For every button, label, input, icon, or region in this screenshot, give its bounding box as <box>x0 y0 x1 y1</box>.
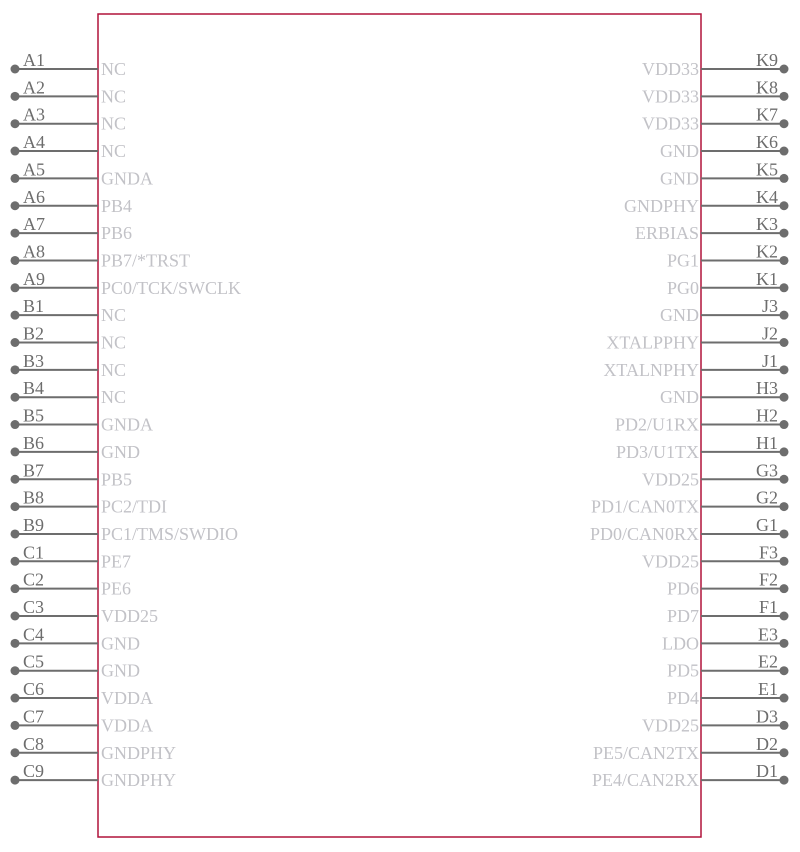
pin-terminal-dot <box>11 502 20 511</box>
pin-name: PE7 <box>101 551 132 572</box>
pin-terminal-dot <box>780 365 789 374</box>
pin-number: H2 <box>756 405 778 426</box>
pin-K6 <box>660 132 789 161</box>
pin-name: VDD25 <box>101 606 158 626</box>
pin-name: PC1/TMS/SWDIO <box>101 523 239 544</box>
pin-name: PB4 <box>101 195 133 216</box>
pin-K2 <box>667 241 789 270</box>
pin-number: K8 <box>756 77 778 98</box>
pin-number: B8 <box>23 487 45 508</box>
pin-name: PE4/CAN2RX <box>591 770 699 791</box>
pin-B1 <box>11 296 127 325</box>
pin-G1 <box>590 515 789 544</box>
pin-terminal-dot <box>11 393 20 402</box>
pin-C2 <box>11 570 132 599</box>
pin-terminal-dot <box>11 311 20 320</box>
pin-name: NC <box>101 59 127 79</box>
pin-name: PD7 <box>666 606 699 626</box>
pin-terminal-dot <box>11 420 20 429</box>
pin-name: NC <box>101 113 127 134</box>
pin-number: F1 <box>758 597 778 617</box>
ic-body-outline <box>98 14 701 837</box>
pin-terminal-dot <box>11 666 20 675</box>
pin-B5 <box>11 406 154 435</box>
pin-number: K2 <box>756 241 778 262</box>
pin-terminal-dot <box>11 776 20 785</box>
pin-name: GNDA <box>101 168 153 189</box>
pin-name: PD4 <box>666 688 699 709</box>
pin-name: LDO <box>662 633 699 654</box>
pin-terminal-dot <box>11 65 20 74</box>
pin-A7 <box>11 214 133 243</box>
pin-number: E2 <box>758 651 778 672</box>
pin-name: GNDPHY <box>101 770 177 791</box>
pin-number: A7 <box>23 214 45 235</box>
pin-terminal-dot <box>780 201 789 210</box>
pin-name: NC <box>101 387 127 408</box>
pin-name: NC <box>101 305 127 326</box>
pin-terminal-dot <box>780 557 789 566</box>
pin-name: NC <box>101 359 127 380</box>
pin-F1 <box>667 597 789 626</box>
pin-number: D2 <box>756 733 778 754</box>
pin-name: VDD33 <box>642 86 699 107</box>
pin-terminal-dot <box>11 201 20 210</box>
pin-name: PD6 <box>666 578 699 599</box>
pin-A5 <box>11 159 154 188</box>
pin-K3 <box>635 214 789 243</box>
pin-number: B4 <box>23 378 45 399</box>
pin-terminal-dot <box>11 119 20 128</box>
pin-number: A4 <box>23 132 45 153</box>
pin-C3 <box>11 597 159 626</box>
pin-number: C6 <box>23 679 45 700</box>
pin-F3 <box>642 542 789 571</box>
pin-name: NC <box>101 86 127 107</box>
pin-J2 <box>606 324 788 353</box>
pin-E2 <box>667 652 789 681</box>
pin-name: NC <box>101 332 127 353</box>
pin-terminal-dot <box>780 502 789 511</box>
pin-name: PD0/CAN0RX <box>589 523 699 544</box>
pin-name: VDD25 <box>642 715 699 736</box>
pin-number: C7 <box>23 706 45 727</box>
pin-E1 <box>667 679 789 708</box>
pin-D3 <box>642 706 789 735</box>
pin-number: D1 <box>756 761 778 782</box>
pin-name: PD1/CAN0TX <box>590 496 699 517</box>
pin-terminal-dot <box>780 311 789 320</box>
pin-name: PB5 <box>101 469 133 490</box>
pin-G3 <box>642 460 789 489</box>
pin-A4 <box>11 132 127 161</box>
pin-K7 <box>642 105 789 134</box>
pin-name: VDD33 <box>642 113 699 134</box>
pin-B7 <box>11 460 133 489</box>
pin-number: C5 <box>23 651 45 672</box>
pin-name: XTALNPHY <box>603 359 699 380</box>
pin-terminal-dot <box>780 447 789 456</box>
pin-number: C1 <box>23 542 45 563</box>
pin-name: ERBIAS <box>634 223 699 244</box>
pin-number: B1 <box>23 296 45 317</box>
pin-A3 <box>11 105 127 134</box>
pin-C5 <box>11 652 141 681</box>
pin-D2 <box>593 734 789 763</box>
pin-name: GND <box>660 305 699 326</box>
pin-number: A2 <box>23 77 45 98</box>
pin-name: GND <box>101 441 140 462</box>
pin-G2 <box>591 488 789 517</box>
pin-terminal-dot <box>780 283 789 292</box>
pin-name: PD2/U1RX <box>614 414 699 435</box>
pin-F2 <box>667 570 789 599</box>
pin-terminal-dot <box>11 748 20 757</box>
pin-A2 <box>11 77 127 106</box>
pin-B8 <box>11 488 168 517</box>
pin-A1 <box>11 50 127 79</box>
pin-number: C4 <box>23 624 45 645</box>
pin-name: GNDPHY <box>623 195 699 216</box>
pin-number: H3 <box>756 378 778 399</box>
pin-name: VDDA <box>101 688 153 709</box>
pin-terminal-dot <box>780 393 789 402</box>
pin-terminal-dot <box>11 694 20 703</box>
pin-A8 <box>11 241 191 270</box>
pin-terminal-dot <box>780 666 789 675</box>
pin-H3 <box>660 378 789 407</box>
pin-number: J2 <box>761 323 778 344</box>
pin-name: GND <box>101 660 140 681</box>
pin-number: A9 <box>23 268 45 289</box>
pin-name: PC0/TCK/SWCLK <box>101 277 242 298</box>
pin-name: NC <box>101 141 127 162</box>
pin-terminal-dot <box>11 256 20 265</box>
pin-C4 <box>11 624 141 653</box>
pin-name: GND <box>660 387 699 408</box>
pin-C1 <box>11 542 132 571</box>
pin-terminal-dot <box>11 557 20 566</box>
pin-number: G1 <box>756 514 778 535</box>
pin-K9 <box>642 50 789 79</box>
pin-name: PE5/CAN2TX <box>592 742 699 763</box>
pin-number: E1 <box>758 679 778 700</box>
pin-name: PG1 <box>666 250 699 271</box>
pin-number: A3 <box>23 104 45 125</box>
pin-number: C9 <box>23 761 45 782</box>
pin-name: VDDA <box>101 715 153 736</box>
pin-name: VDD25 <box>642 551 699 572</box>
pin-name: GND <box>660 168 699 189</box>
pin-terminal-dot <box>780 174 789 183</box>
pin-terminal-dot <box>11 147 20 156</box>
pin-terminal-dot <box>780 721 789 730</box>
pin-number: E3 <box>758 624 778 645</box>
pin-number: A8 <box>23 241 45 262</box>
pin-terminal-dot <box>780 584 789 593</box>
pin-name: VDD33 <box>642 59 699 79</box>
pin-terminal-dot <box>780 639 789 648</box>
pin-C8 <box>11 734 177 763</box>
pin-number: C8 <box>23 733 45 754</box>
pin-name: VDD25 <box>642 469 699 490</box>
pin-number: K9 <box>756 50 778 70</box>
pin-terminal-dot <box>11 283 20 292</box>
pin-D1 <box>592 761 789 790</box>
pin-name: PD3/U1TX <box>615 441 699 462</box>
pin-name: PD5 <box>666 660 699 681</box>
pin-number: K5 <box>756 159 778 180</box>
pin-number: G3 <box>756 460 778 481</box>
pin-K5 <box>660 159 789 188</box>
pin-number: A5 <box>23 159 45 180</box>
pin-name: GND <box>660 141 699 162</box>
pin-name: PC2/TDI <box>101 496 168 517</box>
pin-A6 <box>11 187 133 216</box>
pin-number: K7 <box>756 104 778 125</box>
pin-J1 <box>603 351 788 380</box>
pin-number: F2 <box>758 569 778 590</box>
pin-name: GND <box>101 633 140 654</box>
pin-B4 <box>11 378 127 407</box>
pin-terminal-dot <box>11 639 20 648</box>
pin-J3 <box>660 296 789 325</box>
pin-terminal-dot <box>780 612 789 621</box>
pin-B9 <box>11 515 239 544</box>
pin-terminal-dot <box>780 229 789 238</box>
pin-name: GNDPHY <box>101 742 177 763</box>
pin-terminal-dot <box>11 584 20 593</box>
pin-number: C2 <box>23 569 45 590</box>
pin-H1 <box>616 433 789 462</box>
pin-name: GNDA <box>101 414 153 435</box>
right-pin-column <box>590 50 789 790</box>
pin-K1 <box>667 269 789 298</box>
pin-E3 <box>662 624 789 653</box>
left-pin-column <box>11 50 242 790</box>
pin-number: D3 <box>756 706 778 727</box>
pin-terminal-dot <box>780 694 789 703</box>
pin-terminal-dot <box>780 420 789 429</box>
pin-terminal-dot <box>11 365 20 374</box>
pin-number: K3 <box>756 214 778 235</box>
pin-number: A1 <box>23 50 45 70</box>
pin-terminal-dot <box>11 612 20 621</box>
pin-K4 <box>624 187 789 216</box>
pin-A9 <box>11 269 242 298</box>
pin-terminal-dot <box>11 174 20 183</box>
pin-B6 <box>11 433 141 462</box>
pin-number: B3 <box>23 350 45 371</box>
pin-terminal-dot <box>780 92 789 101</box>
pin-terminal-dot <box>11 529 20 538</box>
pin-terminal-dot <box>11 721 20 730</box>
pin-number: K1 <box>756 268 778 289</box>
pin-terminal-dot <box>780 256 789 265</box>
pin-number: A6 <box>23 186 45 207</box>
pin-number: J1 <box>761 350 778 371</box>
pin-terminal-dot <box>780 748 789 757</box>
pin-terminal-dot <box>11 92 20 101</box>
pin-terminal-dot <box>780 65 789 74</box>
pin-number: K4 <box>756 186 778 207</box>
pin-number: B6 <box>23 432 45 453</box>
pin-name: XTALPPHY <box>606 332 699 353</box>
pin-terminal-dot <box>11 338 20 347</box>
pin-number: B2 <box>23 323 45 344</box>
pin-number: F3 <box>758 542 778 563</box>
pin-terminal-dot <box>11 229 20 238</box>
pin-number: J3 <box>761 296 778 317</box>
pin-number: G2 <box>756 487 778 508</box>
pin-terminal-dot <box>11 475 20 484</box>
pin-name: PE6 <box>101 578 132 599</box>
pin-terminal-dot <box>780 119 789 128</box>
pin-B3 <box>11 351 127 380</box>
pin-number: C3 <box>23 597 45 617</box>
pin-terminal-dot <box>11 447 20 456</box>
pin-name: PG0 <box>666 277 699 298</box>
pin-terminal-dot <box>780 776 789 785</box>
pin-C9 <box>11 761 177 790</box>
pin-C7 <box>11 706 154 735</box>
pin-K8 <box>642 77 789 106</box>
pin-number: K6 <box>756 132 778 153</box>
pin-terminal-dot <box>780 338 789 347</box>
pin-number: B9 <box>23 514 45 535</box>
pin-B2 <box>11 324 127 353</box>
pin-name: PB6 <box>101 223 133 244</box>
pin-number: H1 <box>756 432 778 453</box>
pin-number: B5 <box>23 405 45 426</box>
pin-C6 <box>11 679 154 708</box>
pin-name: PB7/*TRST <box>101 250 191 271</box>
pin-number: B7 <box>23 460 45 481</box>
pin-terminal-dot <box>780 147 789 156</box>
pin-terminal-dot <box>780 529 789 538</box>
pin-terminal-dot <box>780 475 789 484</box>
